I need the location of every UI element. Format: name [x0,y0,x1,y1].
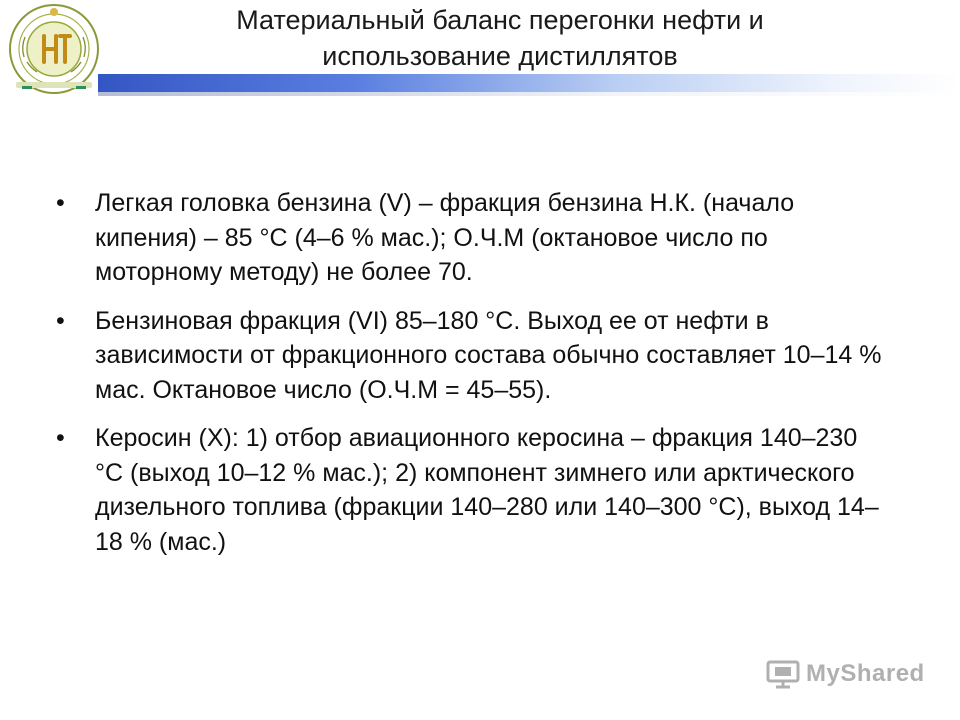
bullet-list [56,186,886,559]
university-logo [4,2,104,98]
bullet-text: Легкая головка бензина (V) – фракция бензина Н.К. (начало кипения) – 85 °С (4–6 % мас.); О.Ч.М (октановое число по моторному методу) не более 70. [95,189,795,286]
bullet-text: Керосин (X): 1) отбор авиационного керосина – фракция 140–230 °С (выход 10–12 % мас.); 2) компонент зимнего или арктического дизельного топлива (фракции 140–280 или 140–300 °С), выход 14–18 % (мас.) [95,424,879,556]
bullet-dot-icon: • [56,189,65,217]
slide-title [150,2,850,74]
bullet-dot-icon: • [56,424,65,452]
slide-title-line-1: Материальный баланс перегонки нефти и [236,5,764,35]
header-gradient-bar [98,74,960,92]
bullet-item [56,421,886,559]
watermark [766,656,925,692]
bullet-text: Бензиновая фракция (VI) 85–180 °С. Выход ее от нефти в зависимости от фракционного состава обычно составляет 10–14 % мас. Октановое число (О.Ч.М = 45–55). [95,306,882,404]
university-seal-icon [4,2,104,98]
bullet-item [56,186,886,290]
bullet-item [56,304,886,408]
presentation-icon [766,659,800,689]
slide-title-line-2: использование дистиллятов [322,41,678,71]
header-bar-shadow [98,92,960,96]
slide-body [56,186,886,573]
watermark-text: MyShared [806,660,925,687]
bullet-dot-icon: • [56,306,65,335]
